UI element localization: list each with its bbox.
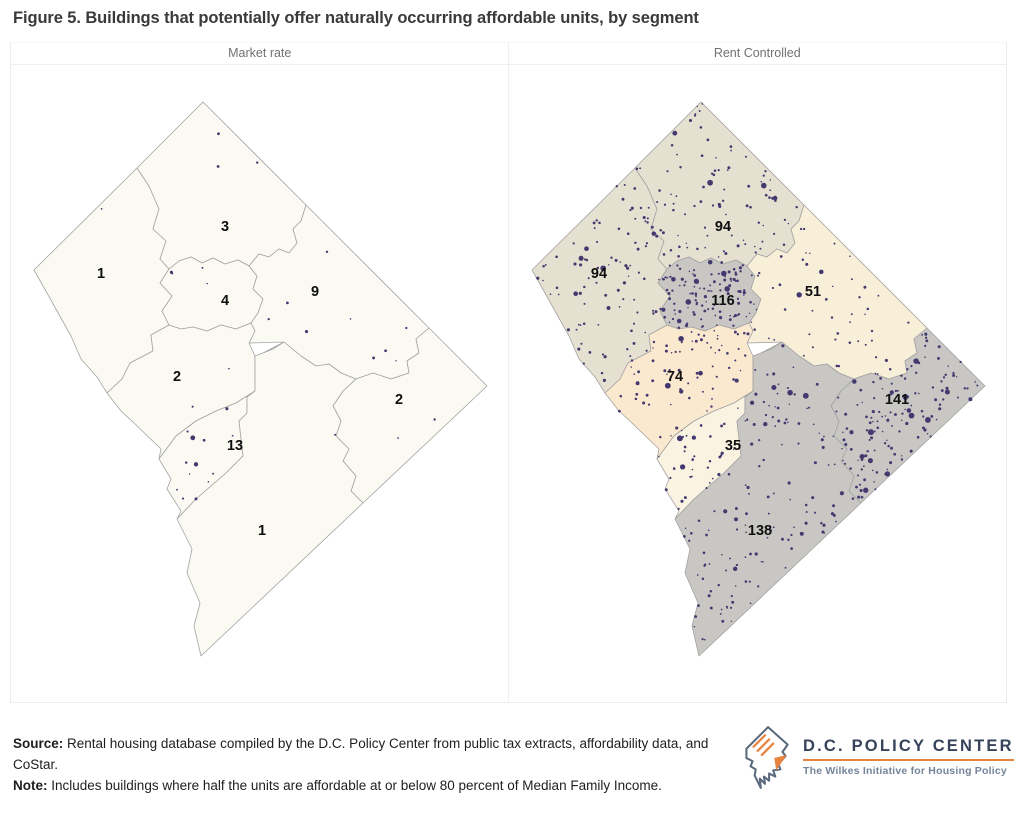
note-text: Includes buildings where half the units are affordable at or below 80 percent of Median Family Income. [47,778,662,794]
source-text: Rental housing database compiled by the D.C. Policy Center from public tax extracts, affordability data, and CoStar. [13,736,709,773]
region-value-center: 116 [711,293,735,309]
panel-header-rent-controlled: Rent Controlled [713,46,801,60]
region-center [160,257,263,331]
region-value-central-west: 2 [172,369,182,385]
source-note [13,733,723,796]
region-value-northeast: 9 [310,284,320,300]
region-value-center: 4 [220,293,230,309]
panel-header-market-rate: Market rate [228,46,292,60]
building-dots-southeast [334,434,336,436]
note-label: Note: [13,778,48,794]
region-value-north: 3 [220,219,230,235]
region-value-east: 141 [884,392,910,408]
region-value-northwest: 94 [590,266,608,282]
region-value-northeast: 51 [804,284,822,300]
region-value-southeast: 138 [747,523,773,539]
region-value-central-south: 13 [226,438,244,454]
map-rent-controlled [509,64,1006,700]
dc-policy-center-logo [740,724,1018,790]
logo-divider [803,759,1014,761]
logo-tagline: The Wilkes Initiative for Housing Policy [803,765,1007,777]
region-value-central-south: 35 [724,438,742,454]
figure-title: Figure 5. Buildings that potentially offer naturally occurring affordable units, by segment [13,9,699,27]
figure-panel-container [10,42,1007,703]
region-value-east: 2 [394,392,404,408]
region-value-southeast: 1 [257,523,267,539]
region-value-north: 94 [714,219,732,235]
region-value-northwest: 1 [96,266,106,282]
map-market-rate [11,64,508,700]
building-dots-northwest [101,208,103,210]
logo-name: D.C. POLICY CENTER [803,737,1014,755]
region-value-central-west: 74 [666,369,684,385]
dc-map-logo-icon [740,724,792,790]
source-label: Source: [13,736,64,751]
